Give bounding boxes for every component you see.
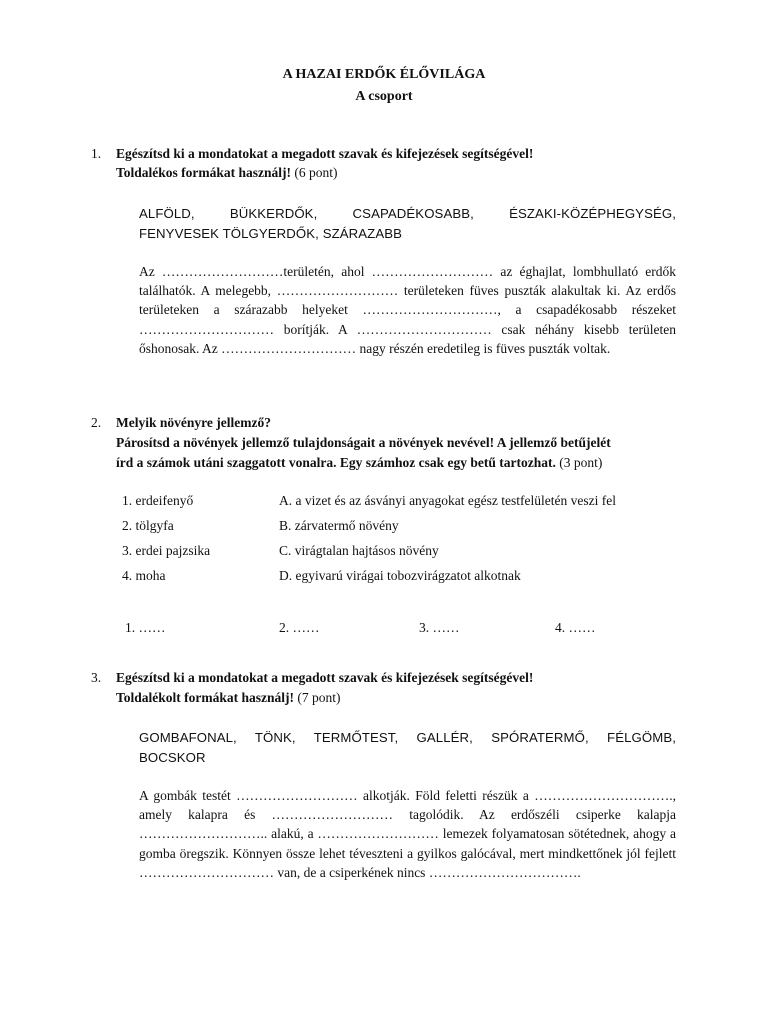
q2-trait-d: D. egyivarú virágai tobozvirágzatot alkotnak <box>279 568 521 583</box>
q2-instruction-line3 <box>116 455 602 471</box>
q1-instruction-line2 <box>116 165 338 181</box>
q3-points: (7 pont) <box>297 690 341 705</box>
q2-plant-2: 2. tölgyfa <box>122 518 174 533</box>
q2-plant-4: 4. moha <box>122 568 166 583</box>
q3-word-bank <box>139 728 676 767</box>
worksheet-subtitle: A csoport <box>355 89 413 104</box>
q2-answer-1: 1. …… <box>125 620 166 635</box>
q1-points: (6 pont) <box>294 165 338 180</box>
q1-instruction2: Toldalékos formákat használj! <box>116 165 292 180</box>
q2-answer-3: 3. …… <box>419 620 460 635</box>
q2-instruction3: írd a számok utáni szaggatott vonalra. Egy számhoz csak egy betű tartozhat. <box>116 455 556 470</box>
q3-words-line2: BOCSKOR <box>139 749 206 765</box>
q3-fill-in-text: A gombák testét ……………………… alkotják. Föld feletti részük a …………………………., amely kalapra és ……………………… tagolódik. Az erdőszéli csiperke kalapja ……………………….. alakú, a ……………………… lemezek folyamatosan sötétednek, ahogy a gomba öregszik. Könnyen össze lehet téveszteni a gyilkos galócával, mert mindkettőnek jól fejlett ………………………… van, de a csiperkének nincs ……………………………. <box>139 788 676 880</box>
q2-plant-3: 3. erdei pajzsika <box>122 543 211 558</box>
q2-trait-b: B. zárvatermő növény <box>279 518 399 533</box>
worksheet-title: A HAZAI ERDŐK ÉLŐVILÁGA <box>282 67 486 82</box>
q2-points: (3 pont) <box>559 455 603 470</box>
q1-word-bank <box>139 204 676 243</box>
q1-instruction: Egészítsd ki a mondatokat a megadott szavak és kifejezések segítségével! <box>116 146 534 161</box>
q2-trait-a: A. a vizet és az ásványi anyagokat egész testfelületén veszi fel <box>279 493 616 508</box>
q1-fill-in-text: Az ………………………területén, ahol ……………………… az éghajlat, lombhullató erdők találhatók. A melegebb, ……………………… területeken füves puszták alakultak ki. Az erdős területeken a szárazabb helyeket …………………………, a csapadékosabb részeket ………………………… borítják. A ………………………… csak néhány kisebb területen őshonosak. Az ………………………… nagy részén eredetileg is füves puszták voltak. <box>139 264 676 356</box>
q3-instruction2: Toldalékolt formákat használj! <box>116 690 295 705</box>
q2-answer-4: 4. …… <box>555 620 596 635</box>
q1-number: 1. <box>91 146 102 161</box>
q2-answer-2: 2. …… <box>279 620 320 635</box>
q1-words-line1: ALFÖLD, BÜKKERDŐK, CSAPADÉKOSABB, ÉSZAKI-KÖZÉPHEGYSÉG, <box>139 206 676 221</box>
q3-instruction: Egészítsd ki a mondatokat a megadott szavak és kifejezések segítségével! <box>116 670 534 685</box>
q2-plant-1: 1. erdeifenyő <box>122 493 194 508</box>
q3-instruction-line2 <box>116 690 341 706</box>
q2-instruction: Melyik növényre jellemző? <box>116 415 271 430</box>
q1-words-line2: FENYVESEK TÖLGYERDŐK, SZÁRAZABB <box>139 225 403 241</box>
q3-number: 3. <box>91 670 102 685</box>
q3-words-line1: GOMBAFONAL, TÖNK, TERMŐTEST, GALLÉR, SPÓRATERMŐ, FÉLGÖMB, <box>139 730 676 745</box>
q2-number: 2. <box>91 415 102 430</box>
q2-trait-c: C. virágtalan hajtásos növény <box>279 543 439 558</box>
q2-instruction2: Párosítsd a növények jellemző tulajdonságait a növények nevével! A jellemző betűjelét <box>116 435 611 450</box>
